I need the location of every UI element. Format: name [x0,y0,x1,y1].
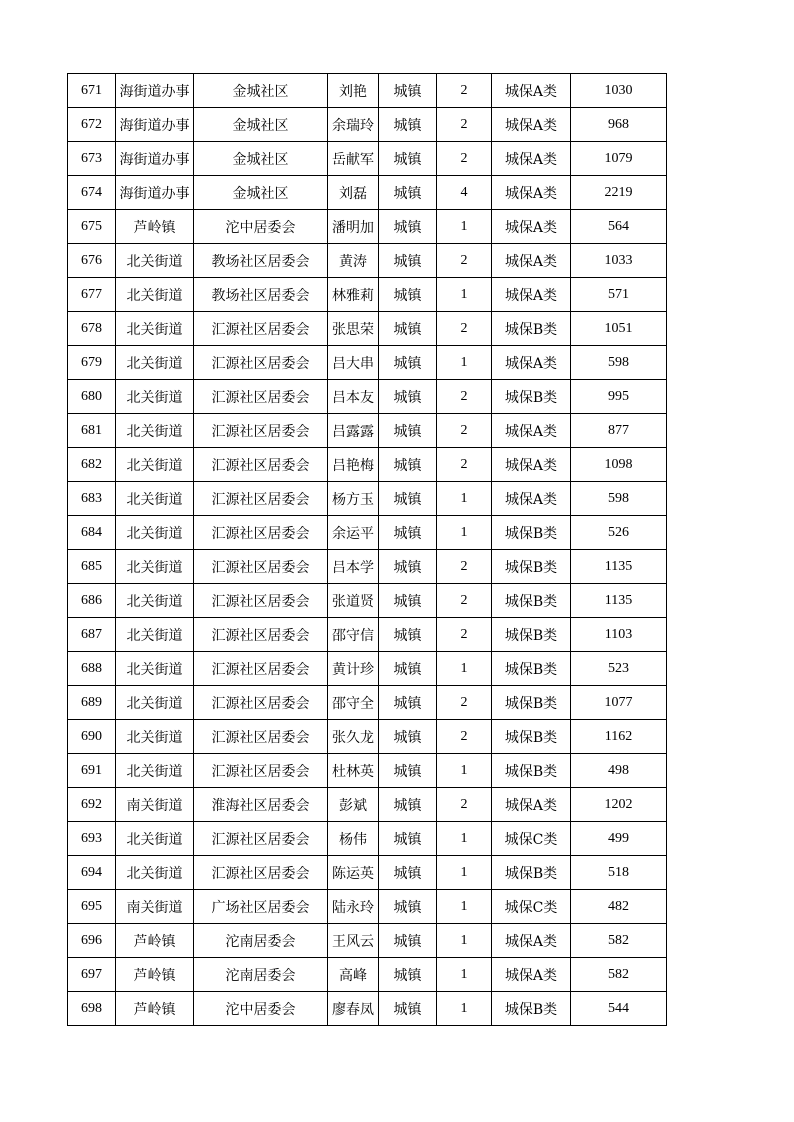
row-number-cell: 675 [68,210,116,244]
assistance-category-cell: 城保B类 [492,516,571,550]
assistance-category-cell: 城保A类 [492,958,571,992]
row-number-cell: 686 [68,584,116,618]
amount-cell: 877 [571,414,667,448]
row-number-cell: 688 [68,652,116,686]
household-type-cell: 城镇 [379,380,437,414]
table-row [68,516,667,550]
community-cell: 汇源社区居委会 [194,516,328,550]
community-cell: 汇源社区居委会 [194,448,328,482]
row-number-cell: 685 [68,550,116,584]
street-office-cell: 海街道办事 [116,108,194,142]
amount-cell: 582 [571,958,667,992]
amount-cell: 1162 [571,720,667,754]
member-count-cell: 1 [437,992,492,1026]
assistance-category-cell: 城保B类 [492,992,571,1026]
member-count-cell: 2 [437,414,492,448]
row-number-cell: 673 [68,142,116,176]
community-cell: 汇源社区居委会 [194,652,328,686]
member-count-cell: 1 [437,958,492,992]
household-type-cell: 城镇 [379,210,437,244]
community-cell: 金城社区 [194,74,328,108]
street-office-cell: 北关街道 [116,652,194,686]
assistance-category-cell: 城保B类 [492,312,571,346]
table-row [68,414,667,448]
assistance-category-cell: 城保B类 [492,584,571,618]
person-name-cell: 岳献军 [328,142,379,176]
assistance-category-cell: 城保B类 [492,856,571,890]
person-name-cell: 陈运英 [328,856,379,890]
community-cell: 汇源社区居委会 [194,312,328,346]
assistance-category-cell: 城保A类 [492,74,571,108]
household-type-cell: 城镇 [379,550,437,584]
assistance-category-cell: 城保A类 [492,244,571,278]
amount-cell: 523 [571,652,667,686]
row-number-cell: 689 [68,686,116,720]
member-count-cell: 1 [437,482,492,516]
member-count-cell: 2 [437,788,492,822]
member-count-cell: 2 [437,108,492,142]
street-office-cell: 芦岭镇 [116,924,194,958]
member-count-cell: 2 [437,550,492,584]
table-row [68,856,667,890]
household-type-cell: 城镇 [379,686,437,720]
community-cell: 汇源社区居委会 [194,856,328,890]
person-name-cell: 吕本友 [328,380,379,414]
assistance-category-cell: 城保A类 [492,210,571,244]
community-cell: 金城社区 [194,142,328,176]
row-number-cell: 697 [68,958,116,992]
person-name-cell: 彭斌 [328,788,379,822]
amount-cell: 1051 [571,312,667,346]
member-count-cell: 1 [437,346,492,380]
member-count-cell: 2 [437,74,492,108]
person-name-cell: 黄涛 [328,244,379,278]
household-type-cell: 城镇 [379,74,437,108]
member-count-cell: 1 [437,278,492,312]
amount-cell: 1135 [571,584,667,618]
street-office-cell: 北关街道 [116,584,194,618]
street-office-cell: 北关街道 [116,380,194,414]
street-office-cell: 北关街道 [116,686,194,720]
relief-roster-table [67,73,667,1026]
assistance-category-cell: 城保A类 [492,346,571,380]
household-type-cell: 城镇 [379,278,437,312]
row-number-cell: 693 [68,822,116,856]
assistance-category-cell: 城保B类 [492,618,571,652]
member-count-cell: 2 [437,584,492,618]
amount-cell: 1030 [571,74,667,108]
street-office-cell: 芦岭镇 [116,210,194,244]
community-cell: 金城社区 [194,176,328,210]
row-number-cell: 680 [68,380,116,414]
assistance-category-cell: 城保A类 [492,924,571,958]
table-row [68,142,667,176]
household-type-cell: 城镇 [379,108,437,142]
amount-cell: 1079 [571,142,667,176]
amount-cell: 995 [571,380,667,414]
amount-cell: 1077 [571,686,667,720]
table-body [68,74,667,1026]
household-type-cell: 城镇 [379,788,437,822]
household-type-cell: 城镇 [379,890,437,924]
community-cell: 广场社区居委会 [194,890,328,924]
street-office-cell: 海街道办事 [116,74,194,108]
table-row [68,108,667,142]
household-type-cell: 城镇 [379,618,437,652]
amount-cell: 1202 [571,788,667,822]
community-cell: 沱中居委会 [194,210,328,244]
table-row [68,278,667,312]
household-type-cell: 城镇 [379,584,437,618]
person-name-cell: 张思荣 [328,312,379,346]
amount-cell: 968 [571,108,667,142]
member-count-cell: 4 [437,176,492,210]
amount-cell: 526 [571,516,667,550]
row-number-cell: 694 [68,856,116,890]
assistance-category-cell: 城保A类 [492,278,571,312]
person-name-cell: 张道贤 [328,584,379,618]
table-row [68,584,667,618]
person-name-cell: 高峰 [328,958,379,992]
person-name-cell: 杨方玉 [328,482,379,516]
assistance-category-cell: 城保C类 [492,822,571,856]
community-cell: 汇源社区居委会 [194,686,328,720]
table-row [68,618,667,652]
member-count-cell: 2 [437,448,492,482]
table-row [68,346,667,380]
row-number-cell: 676 [68,244,116,278]
assistance-category-cell: 城保A类 [492,414,571,448]
member-count-cell: 1 [437,652,492,686]
assistance-category-cell: 城保A类 [492,788,571,822]
row-number-cell: 687 [68,618,116,652]
community-cell: 淮海社区居委会 [194,788,328,822]
amount-cell: 571 [571,278,667,312]
person-name-cell: 杨伟 [328,822,379,856]
community-cell: 汇源社区居委会 [194,822,328,856]
person-name-cell: 黄计珍 [328,652,379,686]
row-number-cell: 696 [68,924,116,958]
household-type-cell: 城镇 [379,516,437,550]
street-office-cell: 北关街道 [116,448,194,482]
person-name-cell: 刘磊 [328,176,379,210]
household-type-cell: 城镇 [379,924,437,958]
table-row [68,652,667,686]
row-number-cell: 674 [68,176,116,210]
household-type-cell: 城镇 [379,992,437,1026]
person-name-cell: 刘艳 [328,74,379,108]
household-type-cell: 城镇 [379,958,437,992]
street-office-cell: 北关街道 [116,482,194,516]
member-count-cell: 2 [437,720,492,754]
household-type-cell: 城镇 [379,244,437,278]
member-count-cell: 2 [437,380,492,414]
person-name-cell: 余瑞玲 [328,108,379,142]
household-type-cell: 城镇 [379,822,437,856]
person-name-cell: 邵守信 [328,618,379,652]
street-office-cell: 南关街道 [116,788,194,822]
person-name-cell: 吕露露 [328,414,379,448]
table-row [68,686,667,720]
person-name-cell: 杜林英 [328,754,379,788]
street-office-cell: 海街道办事 [116,176,194,210]
amount-cell: 598 [571,346,667,380]
member-count-cell: 1 [437,516,492,550]
assistance-category-cell: 城保A类 [492,142,571,176]
person-name-cell: 林雅莉 [328,278,379,312]
street-office-cell: 北关街道 [116,414,194,448]
street-office-cell: 北关街道 [116,244,194,278]
community-cell: 汇源社区居委会 [194,720,328,754]
row-number-cell: 690 [68,720,116,754]
member-count-cell: 1 [437,210,492,244]
table-row [68,312,667,346]
assistance-category-cell: 城保A类 [492,448,571,482]
street-office-cell: 南关街道 [116,890,194,924]
assistance-category-cell: 城保B类 [492,380,571,414]
table-row [68,482,667,516]
table-row [68,958,667,992]
amount-cell: 482 [571,890,667,924]
member-count-cell: 2 [437,142,492,176]
table-row [68,822,667,856]
assistance-category-cell: 城保A类 [492,176,571,210]
member-count-cell: 2 [437,244,492,278]
amount-cell: 564 [571,210,667,244]
community-cell: 沱南居委会 [194,924,328,958]
assistance-category-cell: 城保B类 [492,754,571,788]
row-number-cell: 695 [68,890,116,924]
assistance-category-cell: 城保A类 [492,108,571,142]
person-name-cell: 王风云 [328,924,379,958]
member-count-cell: 1 [437,856,492,890]
assistance-category-cell: 城保B类 [492,720,571,754]
table-row [68,788,667,822]
street-office-cell: 海街道办事 [116,142,194,176]
row-number-cell: 678 [68,312,116,346]
assistance-category-cell: 城保A类 [492,482,571,516]
amount-cell: 2219 [571,176,667,210]
amount-cell: 1103 [571,618,667,652]
row-number-cell: 681 [68,414,116,448]
community-cell: 沱南居委会 [194,958,328,992]
street-office-cell: 北关街道 [116,516,194,550]
amount-cell: 518 [571,856,667,890]
household-type-cell: 城镇 [379,142,437,176]
street-office-cell: 北关街道 [116,822,194,856]
community-cell: 汇源社区居委会 [194,414,328,448]
person-name-cell: 吕本学 [328,550,379,584]
household-type-cell: 城镇 [379,754,437,788]
row-number-cell: 698 [68,992,116,1026]
row-number-cell: 672 [68,108,116,142]
street-office-cell: 北关街道 [116,278,194,312]
person-name-cell: 吕艳梅 [328,448,379,482]
table-row [68,380,667,414]
table-row [68,754,667,788]
street-office-cell: 芦岭镇 [116,992,194,1026]
member-count-cell: 1 [437,822,492,856]
row-number-cell: 684 [68,516,116,550]
household-type-cell: 城镇 [379,482,437,516]
row-number-cell: 683 [68,482,116,516]
assistance-category-cell: 城保B类 [492,686,571,720]
person-name-cell: 陆永玲 [328,890,379,924]
street-office-cell: 北关街道 [116,312,194,346]
member-count-cell: 2 [437,686,492,720]
member-count-cell: 2 [437,312,492,346]
household-type-cell: 城镇 [379,652,437,686]
table-row [68,448,667,482]
community-cell: 沱中居委会 [194,992,328,1026]
community-cell: 汇源社区居委会 [194,550,328,584]
household-type-cell: 城镇 [379,414,437,448]
community-cell: 汇源社区居委会 [194,584,328,618]
person-name-cell: 潘明加 [328,210,379,244]
amount-cell: 582 [571,924,667,958]
street-office-cell: 北关街道 [116,346,194,380]
table-row [68,210,667,244]
table-row [68,890,667,924]
household-type-cell: 城镇 [379,176,437,210]
person-name-cell: 邵守全 [328,686,379,720]
street-office-cell: 北关街道 [116,720,194,754]
row-number-cell: 692 [68,788,116,822]
row-number-cell: 691 [68,754,116,788]
member-count-cell: 1 [437,754,492,788]
table-row [68,992,667,1026]
amount-cell: 1135 [571,550,667,584]
member-count-cell: 2 [437,618,492,652]
row-number-cell: 671 [68,74,116,108]
table-row [68,720,667,754]
person-name-cell: 余运平 [328,516,379,550]
community-cell: 汇源社区居委会 [194,482,328,516]
assistance-category-cell: 城保B类 [492,652,571,686]
amount-cell: 498 [571,754,667,788]
table-row [68,550,667,584]
street-office-cell: 北关街道 [116,550,194,584]
assistance-category-cell: 城保C类 [492,890,571,924]
household-type-cell: 城镇 [379,448,437,482]
community-cell: 汇源社区居委会 [194,380,328,414]
table-row [68,924,667,958]
person-name-cell: 吕大串 [328,346,379,380]
street-office-cell: 芦岭镇 [116,958,194,992]
community-cell: 教场社区居委会 [194,278,328,312]
household-type-cell: 城镇 [379,346,437,380]
table-row [68,74,667,108]
household-type-cell: 城镇 [379,856,437,890]
table-row [68,244,667,278]
row-number-cell: 682 [68,448,116,482]
household-type-cell: 城镇 [379,312,437,346]
community-cell: 汇源社区居委会 [194,346,328,380]
amount-cell: 598 [571,482,667,516]
row-number-cell: 679 [68,346,116,380]
member-count-cell: 1 [437,924,492,958]
street-office-cell: 北关街道 [116,754,194,788]
community-cell: 汇源社区居委会 [194,618,328,652]
table-row [68,176,667,210]
person-name-cell: 廖春凤 [328,992,379,1026]
street-office-cell: 北关街道 [116,856,194,890]
row-number-cell: 677 [68,278,116,312]
community-cell: 金城社区 [194,108,328,142]
amount-cell: 544 [571,992,667,1026]
community-cell: 教场社区居委会 [194,244,328,278]
amount-cell: 1033 [571,244,667,278]
amount-cell: 499 [571,822,667,856]
assistance-category-cell: 城保B类 [492,550,571,584]
household-type-cell: 城镇 [379,720,437,754]
person-name-cell: 张久龙 [328,720,379,754]
amount-cell: 1098 [571,448,667,482]
member-count-cell: 1 [437,890,492,924]
community-cell: 汇源社区居委会 [194,754,328,788]
street-office-cell: 北关街道 [116,618,194,652]
